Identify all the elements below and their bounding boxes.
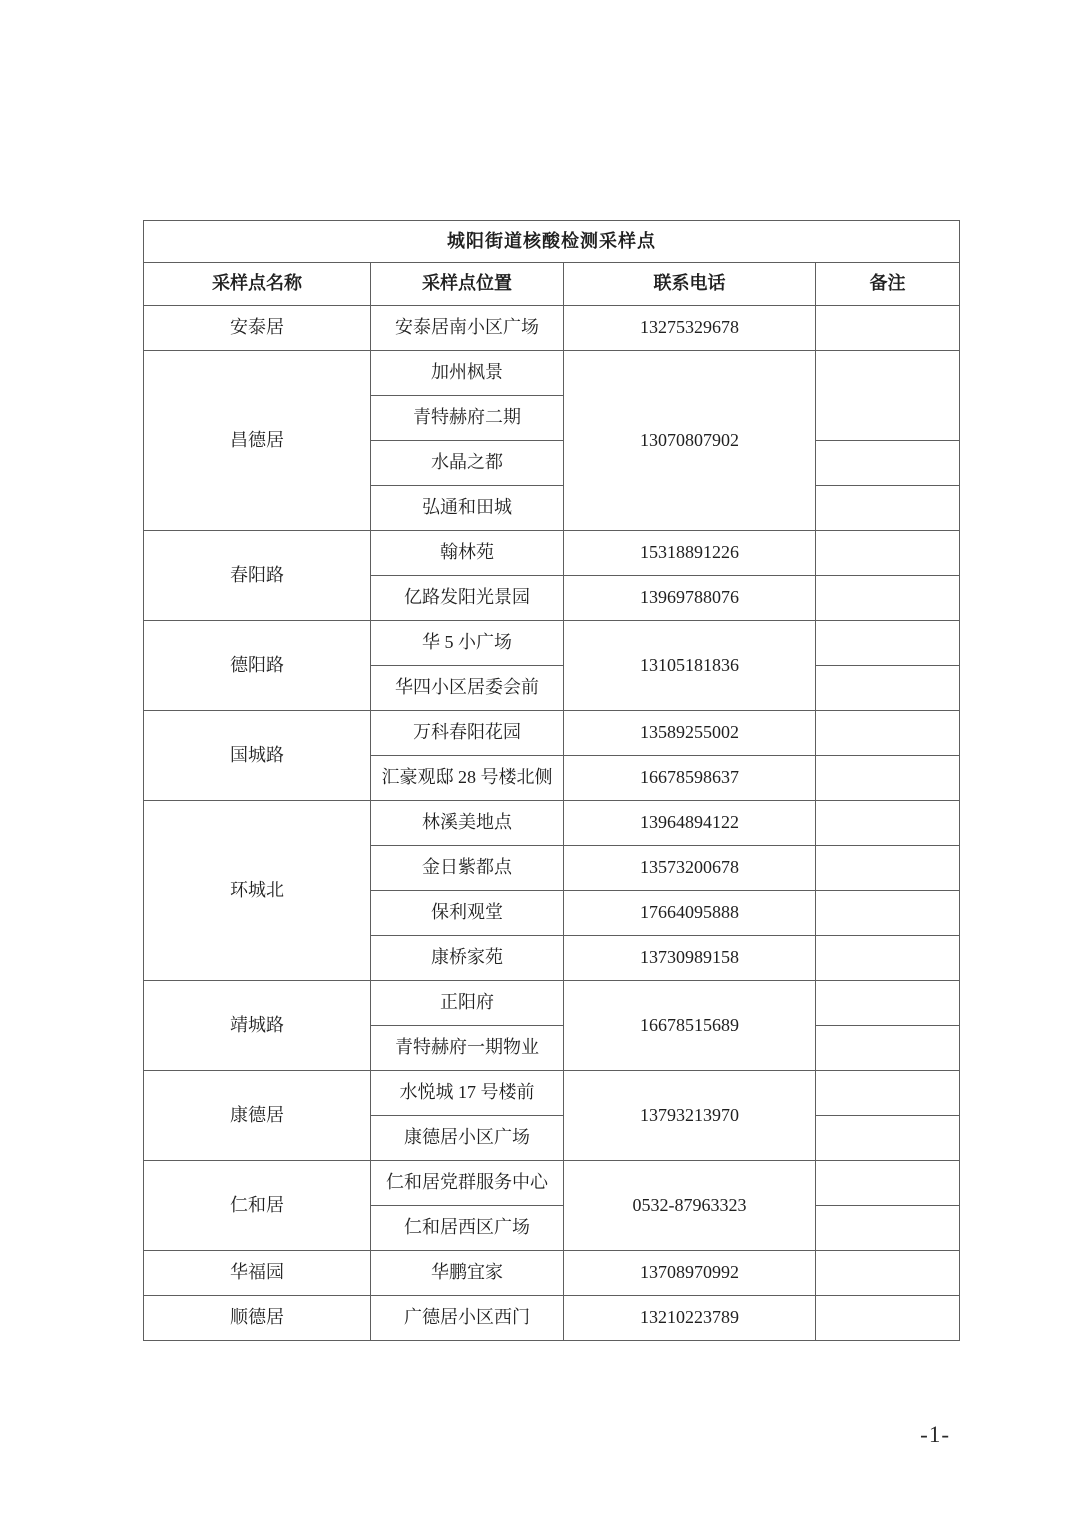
site-location-cell: 保利观堂 [371,891,564,936]
site-name-cell: 德阳路 [144,621,371,711]
site-location-cell: 康德居小区广场 [371,1116,564,1161]
site-location-cell: 正阳府 [371,981,564,1026]
site-location-cell: 汇豪观邸 28 号楼北侧 [371,756,564,801]
contact-phone-cell: 13070807902 [564,351,816,531]
remark-cell [816,936,960,981]
contact-phone-cell: 13573200678 [564,846,816,891]
site-name-cell: 顺德居 [144,1296,371,1341]
contact-phone-cell: 15318891226 [564,531,816,576]
site-location-cell: 华鹏宜家 [371,1251,564,1296]
remark-cell [816,891,960,936]
site-location-cell: 林溪美地点 [371,801,564,846]
remark-cell [816,756,960,801]
remark-cell [816,1251,960,1296]
table-row [144,1296,960,1341]
site-name-cell: 仁和居 [144,1161,371,1251]
site-name-cell: 国城路 [144,711,371,801]
remark-cell [816,846,960,891]
contact-phone-cell: 13210223789 [564,1296,816,1341]
contact-phone-cell: 13275329678 [564,306,816,351]
contact-phone-cell: 17664095888 [564,891,816,936]
site-location-cell: 亿路发阳光景园 [371,576,564,621]
remark-cell [816,486,960,531]
site-location-cell: 仁和居党群服务中心 [371,1161,564,1206]
contact-phone-cell: 13730989158 [564,936,816,981]
site-name-cell: 康德居 [144,1071,371,1161]
contact-phone-cell: 16678515689 [564,981,816,1071]
site-name-cell: 春阳路 [144,531,371,621]
page-number: -1- [920,1422,950,1447]
table-row [144,801,960,846]
remark-cell [816,1161,960,1206]
site-location-cell: 青特赫府二期 [371,396,564,441]
site-location-cell: 翰林苑 [371,531,564,576]
contact-phone-cell: 13964894122 [564,801,816,846]
remark-cell [816,801,960,846]
contact-phone-cell: 13793213970 [564,1071,816,1161]
contact-phone-cell: 13708970992 [564,1251,816,1296]
column-header-site-name: 采样点名称 [144,263,371,306]
table-row [144,306,960,351]
remark-cell [816,1296,960,1341]
site-location-cell: 华 5 小广场 [371,621,564,666]
contact-phone-cell: 0532-87963323 [564,1161,816,1251]
column-header-site-location: 采样点位置 [371,263,564,306]
table-row [144,1251,960,1296]
table-row [144,1161,960,1206]
site-location-cell: 安泰居南小区广场 [371,306,564,351]
table-body [144,221,960,1341]
remark-cell [816,1026,960,1071]
site-location-cell: 广德居小区西门 [371,1296,564,1341]
remark-cell [816,1116,960,1161]
site-location-cell: 加州枫景 [371,351,564,396]
site-location-cell: 仁和居西区广场 [371,1206,564,1251]
table-row [144,981,960,1026]
remark-cell [816,351,960,441]
table-row [144,711,960,756]
remark-cell [816,441,960,486]
table-row [144,1071,960,1116]
table-title: 城阳街道核酸检测采样点 [144,221,960,263]
site-location-cell: 华四小区居委会前 [371,666,564,711]
site-name-cell: 华福园 [144,1251,371,1296]
site-location-cell: 水悦城 17 号楼前 [371,1071,564,1116]
contact-phone-cell: 16678598637 [564,756,816,801]
site-location-cell: 金日紫都点 [371,846,564,891]
site-name-cell: 安泰居 [144,306,371,351]
contact-phone-cell: 13105181836 [564,621,816,711]
sampling-points-table [143,220,960,1341]
table-row [144,531,960,576]
remark-cell [816,1071,960,1116]
site-location-cell: 康桥家苑 [371,936,564,981]
remark-cell [816,711,960,756]
site-name-cell: 靖城路 [144,981,371,1071]
contact-phone-cell: 13589255002 [564,711,816,756]
table-header-row [144,263,960,306]
column-header-remarks: 备注 [816,263,960,306]
table-row [144,351,960,396]
remark-cell [816,576,960,621]
column-header-contact-phone: 联系电话 [564,263,816,306]
table-row [144,621,960,666]
remark-cell [816,981,960,1026]
remark-cell [816,531,960,576]
contact-phone-cell: 13969788076 [564,576,816,621]
site-location-cell: 青特赫府一期物业 [371,1026,564,1071]
site-location-cell: 弘通和田城 [371,486,564,531]
remark-cell [816,306,960,351]
site-location-cell: 万科春阳花园 [371,711,564,756]
remark-cell [816,621,960,666]
remark-cell [816,666,960,711]
remark-cell [816,1206,960,1251]
site-location-cell: 水晶之都 [371,441,564,486]
site-name-cell: 环城北 [144,801,371,981]
site-name-cell: 昌德居 [144,351,371,531]
table-title-row [144,221,960,263]
